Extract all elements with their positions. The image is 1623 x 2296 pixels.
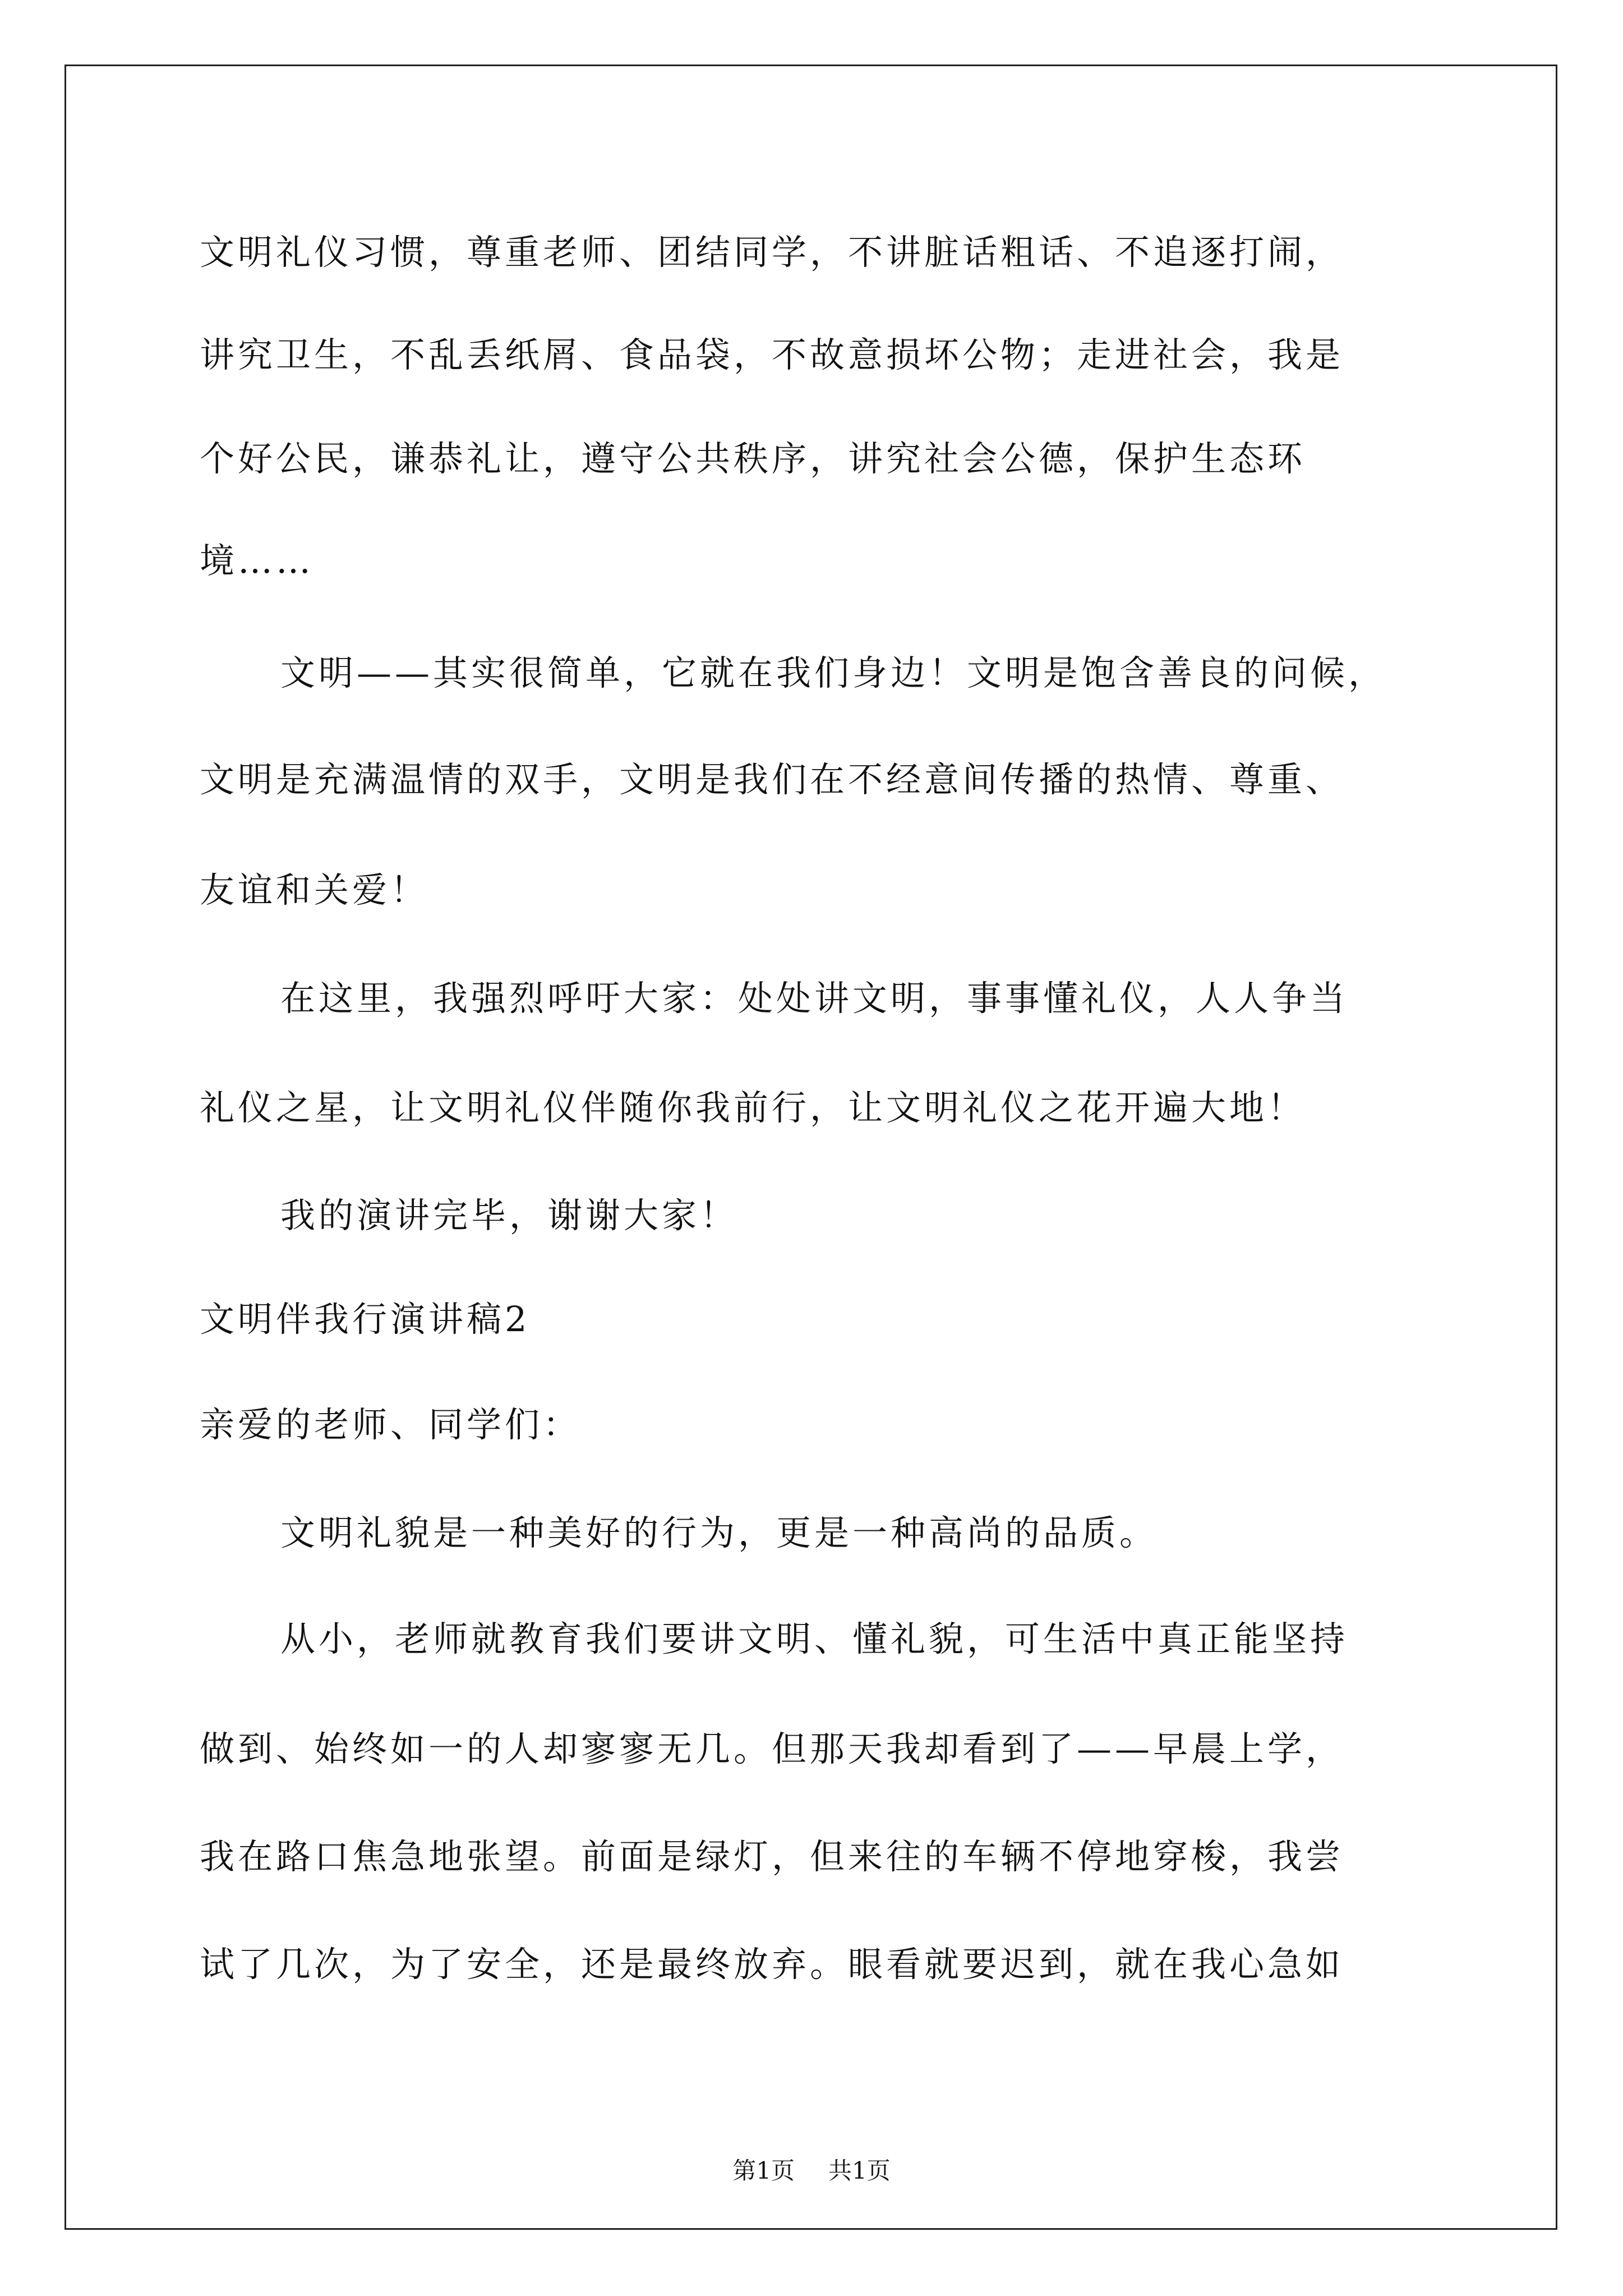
text-line: 做到、始终如一的人却寥寥无几。但那天我却看到了——早晨上学， — [200, 1728, 1344, 1769]
text-line: 友谊和关爱！ — [200, 869, 429, 910]
text-line: 文明是充满温情的双手，文明是我们在不经意间传播的热情、尊重、 — [200, 759, 1344, 800]
page-total: 共1页 — [828, 2157, 891, 2184]
text-line: 试了几次，为了安全，还是最终放弃。眼看就要迟到，就在我心急如 — [200, 1944, 1344, 1985]
text-line: 文明礼仪习惯，尊重老师、团结同学，不讲脏话粗话、不追逐打闹， — [200, 232, 1344, 273]
salutation: 亲爱的老师、同学们： — [200, 1404, 582, 1445]
section-title: 文明伴我行演讲稿2 — [200, 1299, 531, 1340]
page-number: 第1页 — [732, 2157, 795, 2184]
text-line: 个好公民，谦恭礼让，遵守公共秩序，讲究社会公德，保护生态环 — [200, 438, 1306, 479]
page-footer — [0, 2157, 1623, 2185]
paragraph-first-line: 我的演讲完毕，谢谢大家！ — [280, 1195, 739, 1236]
text-line: 境…… — [200, 540, 315, 581]
text-line: 礼仪之星，让文明礼仪伴随你我前行，让文明礼仪之花开遍大地！ — [200, 1087, 1306, 1128]
paragraph-first-line: 从小，老师就教育我们要讲文明、懂礼貌，可生活中真正能坚持 — [280, 1618, 1349, 1659]
paragraph-first-line: 文明礼貌是一种美好的行为，更是一种高尚的品质。 — [280, 1512, 1158, 1553]
text-line: 我在路口焦急地张望。前面是绿灯，但来往的车辆不停地穿梭，我尝 — [200, 1836, 1344, 1877]
text-line: 讲究卫生，不乱丢纸屑、食品袋，不故意损坏公物；走进社会，我是 — [200, 334, 1344, 375]
paragraph-first-line: 在这里，我强烈呼吁大家：处处讲文明，事事懂礼仪，人人争当 — [280, 978, 1349, 1019]
paragraph-first-line: 文明——其实很简单，它就在我们身边！文明是饱含善良的问候， — [280, 652, 1387, 693]
page-border — [64, 65, 1557, 2230]
